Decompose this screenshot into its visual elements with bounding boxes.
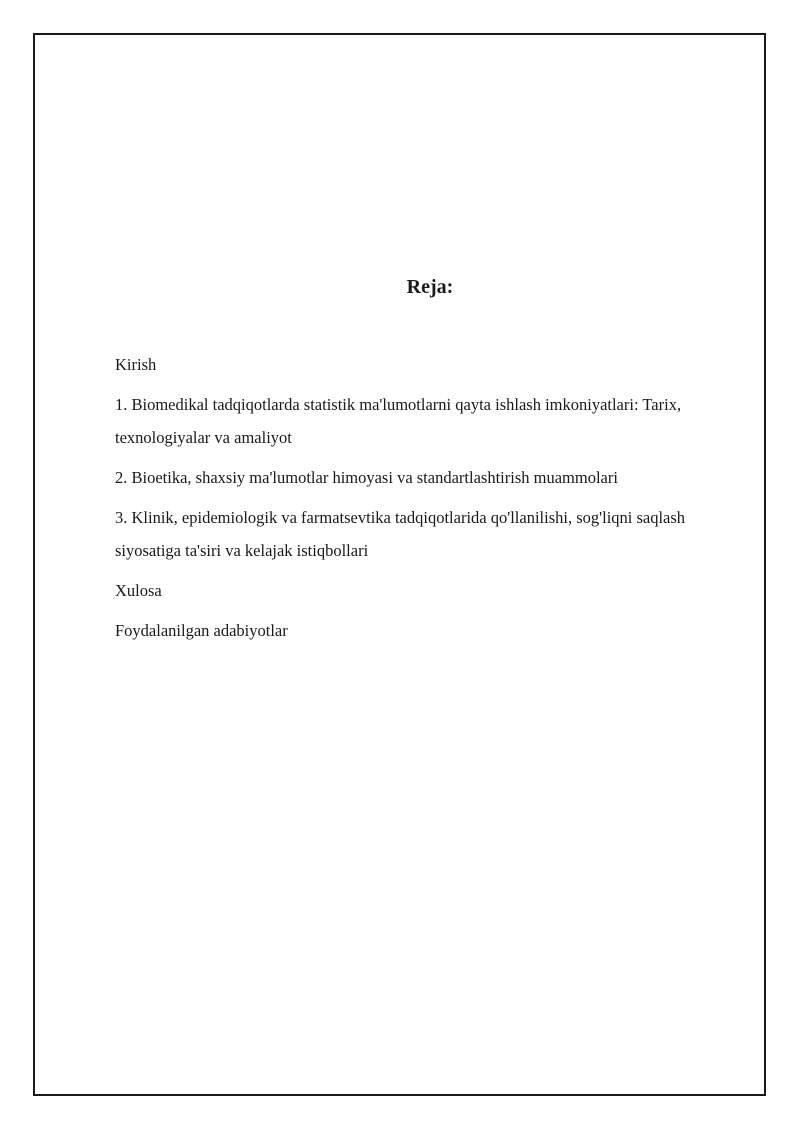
plan-item-references: Foydalanilgan adabiyotlar (115, 621, 288, 640)
plan-item-1: 1. Biomedikal tadqiqotlarda statistik ma'lumotlarni qayta ishlash imkoniyatlari: Tarix, texnologiyalar va amaliyot (115, 395, 682, 447)
plan-content (115, 270, 725, 654)
plan-item-conclusion: Xulosa (115, 581, 162, 600)
plan-item-introduction: Kirish (115, 355, 157, 374)
plan-item-3: 3. Klinik, epidemiologik va farmatsevtika tadqiqotlarida qo'llanilishi, sog'liqni saqlash siyosatiga ta'siri va kelajak istiqbollari (115, 508, 686, 560)
plan-title: Reja: (406, 276, 454, 298)
plan-item-2: 2. Bioetika, shaxsiy ma'lumotlar himoyasi va standartlashtirish muammolari (115, 468, 618, 487)
